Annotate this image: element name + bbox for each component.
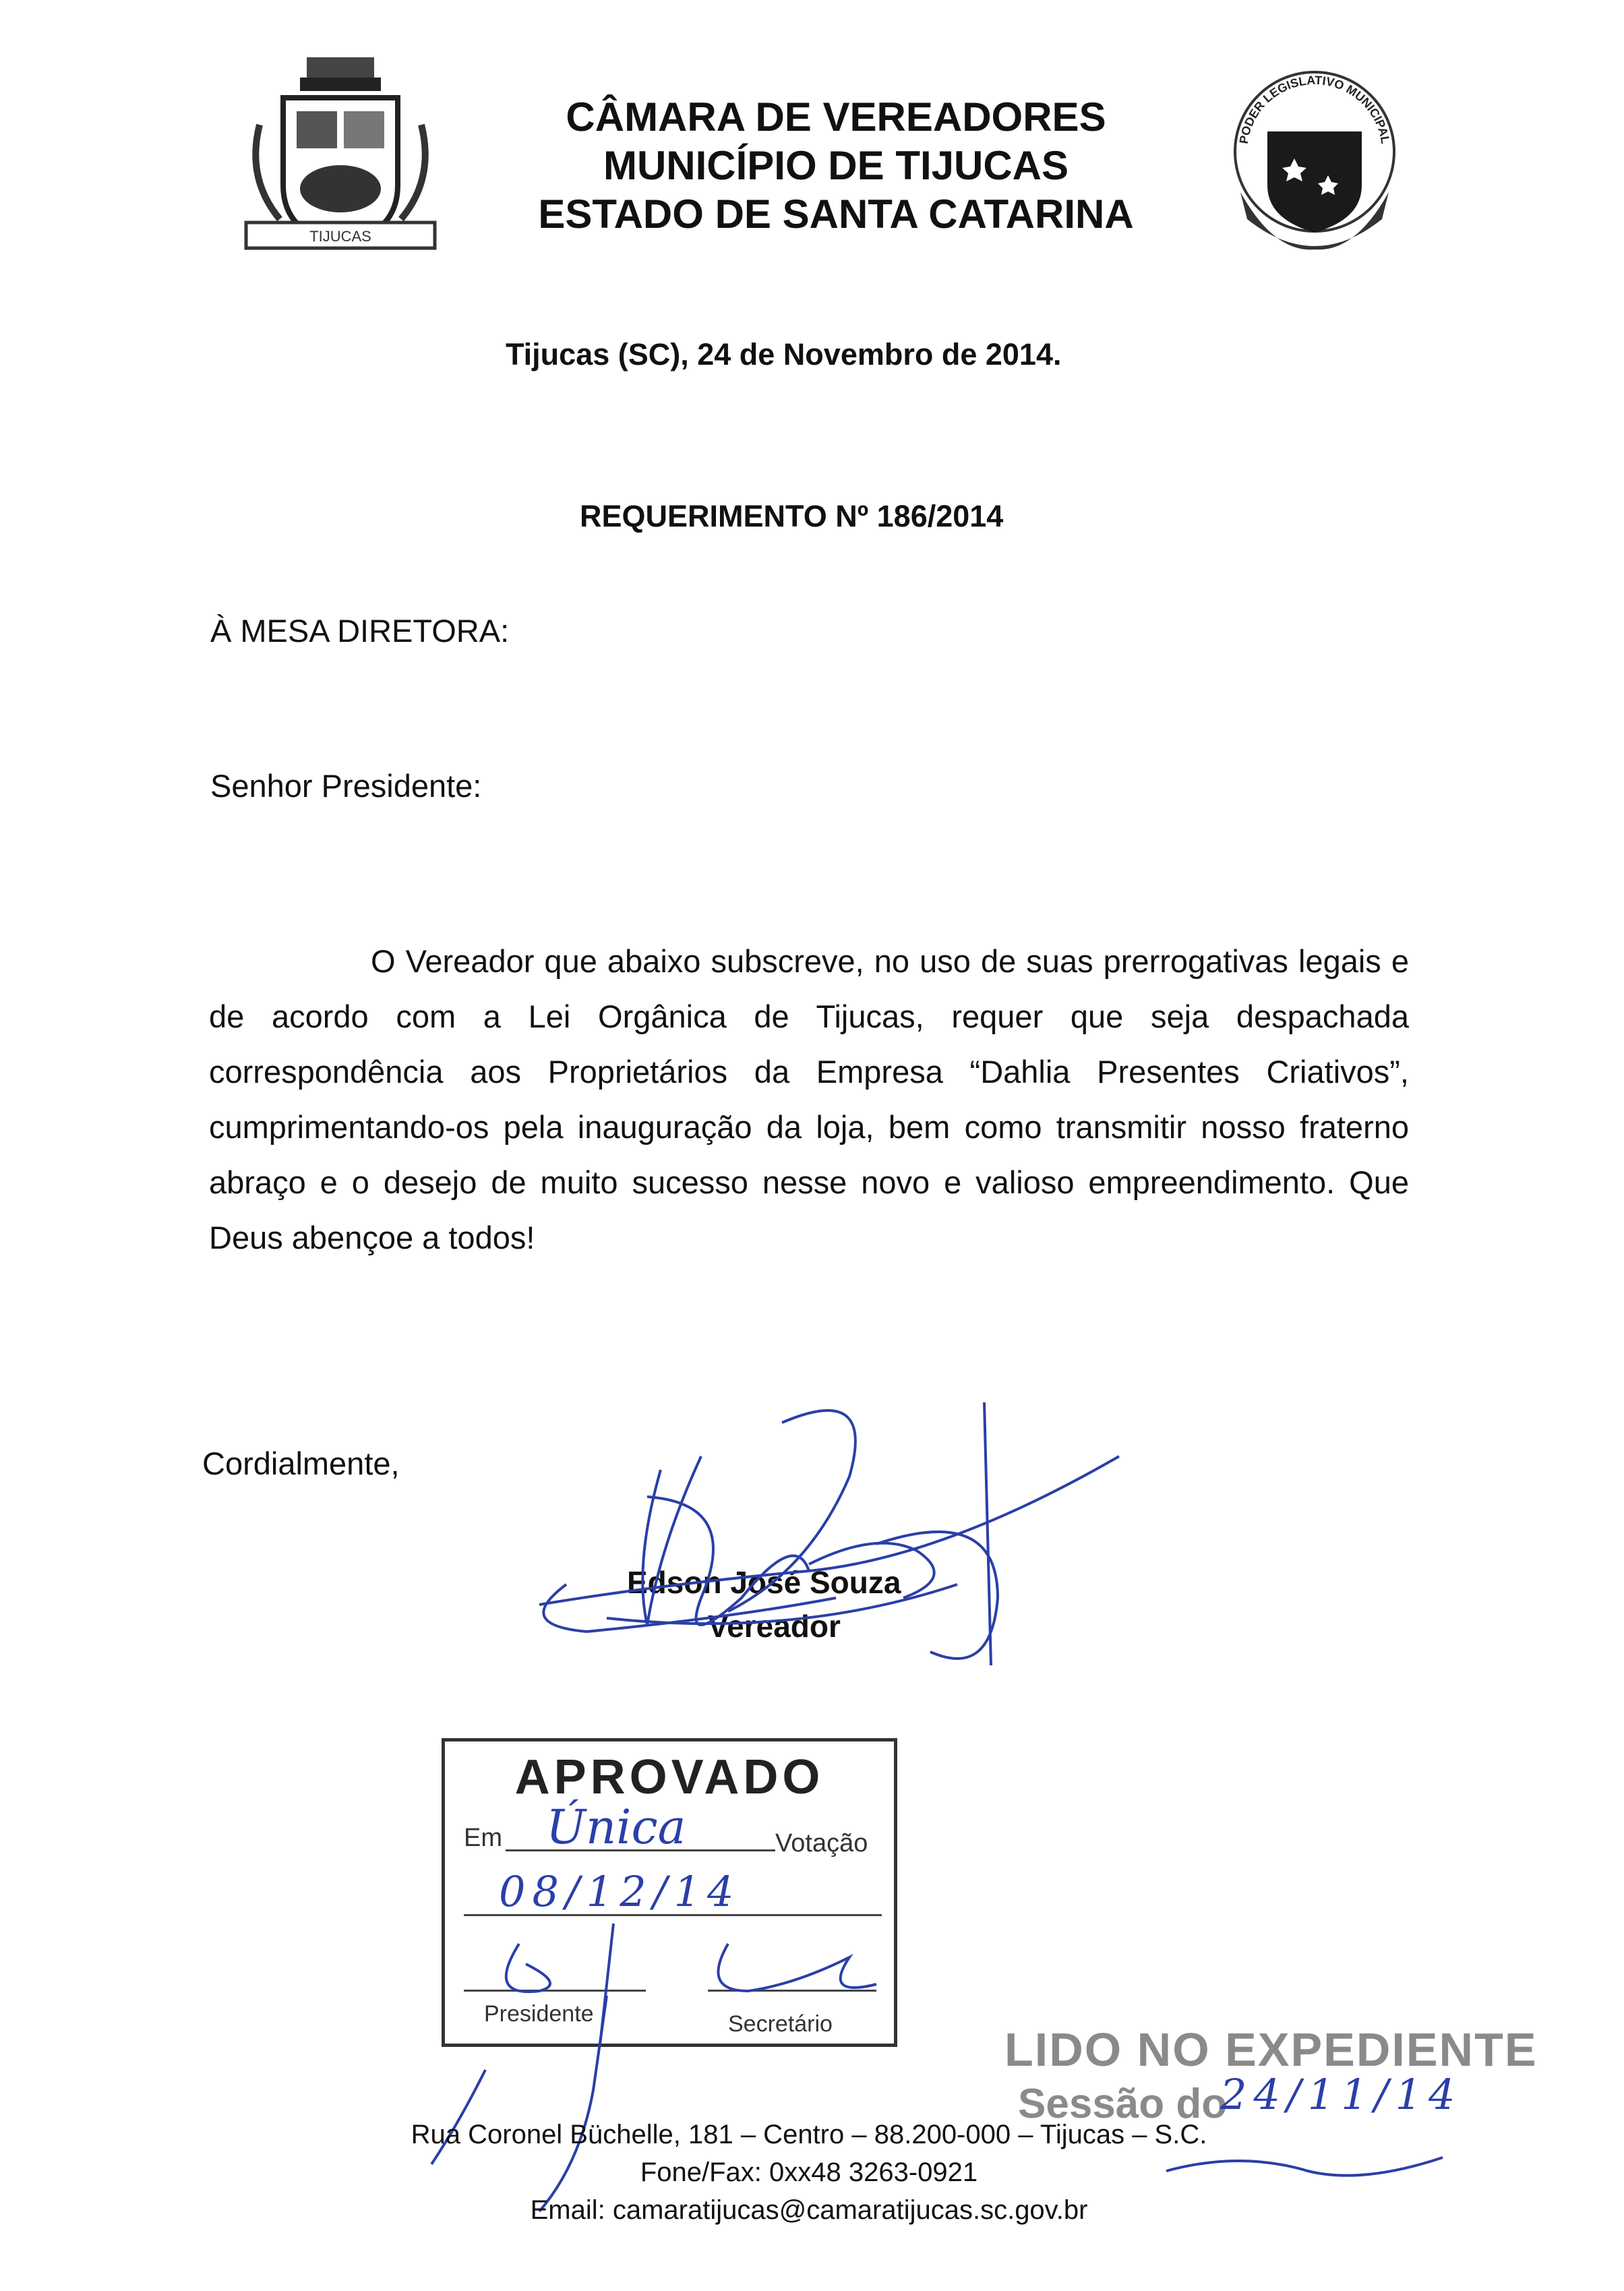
lido-stamp-title: LIDO NO EXPEDIENTE xyxy=(1004,2023,1538,2076)
footer-email: Email: camaratijucas@camaratijucas.sc.gov.br xyxy=(530,2195,1088,2225)
right-logo-text: PODER LEGISLATIVO MUNICIPAL xyxy=(1236,73,1393,145)
body-text: O Vereador que abaixo subscreve, no uso de suas prerrogativas legais e de acordo com a Lei Orgânica de Tijucas, requer que seja despachada correspondência aos Proprietários da Empresa “Dahlia Presentes Criativos”, cumprimentando-os pela inauguração da loja, bem como transmitir nosso fraterno abraço e o desejo de muito sucesso nesse novo e valioso empreendimento. Que Deus abençoe a todos! xyxy=(209,943,1409,1255)
stamp-votacao-label: Votação xyxy=(775,1829,868,1857)
closing: Cordialmente, xyxy=(202,1446,400,1481)
footer-phone: Fone/Fax: 0xx48 3263-0921 xyxy=(640,2158,978,2187)
stamp-handwritten-date: 08/12/14 xyxy=(499,1867,741,1916)
salutation: Senhor Presidente: xyxy=(210,768,482,804)
document-title: REQUERIMENTO Nº 186/2014 xyxy=(580,499,1004,533)
date-line: Tijucas (SC), 24 de Novembro de 2014. xyxy=(506,337,1062,371)
header-line-2: MUNICÍPIO DE TIJUCAS xyxy=(603,143,1069,188)
lido-stamp-sessao-label: Sessão do xyxy=(1018,2081,1228,2127)
body-paragraph xyxy=(209,934,1409,1266)
signer-name: Edson José Souza xyxy=(627,1565,901,1600)
header-line-3: ESTADO DE SANTA CATARINA xyxy=(538,191,1134,237)
recipient: À MESA DIRETORA: xyxy=(210,613,510,649)
signature-scribble xyxy=(526,1396,1146,1719)
stamp-secretario-label: Secretário xyxy=(728,2011,833,2037)
approval-stamp-title: APROVADO xyxy=(514,1750,824,1804)
signer-role: Vereador xyxy=(708,1609,841,1644)
stamp-em-label: Em xyxy=(464,1824,502,1852)
footer-address: Rua Coronel Büchelle, 181 – Centro – 88.200-000 – Tijucas – S.C. xyxy=(411,2120,1207,2149)
left-logo-text: TIJUCAS xyxy=(309,228,371,245)
legislative-seal-icon xyxy=(1220,57,1409,260)
stamp-presidente-label: Presidente xyxy=(484,2001,594,2027)
lido-stamp-handwritten-date: 24/11/14 xyxy=(1220,2070,1462,2119)
stamp-handwritten-vote: Única xyxy=(546,1799,686,1855)
header-line-1: CÂMARA DE VEREADORES xyxy=(566,94,1106,140)
